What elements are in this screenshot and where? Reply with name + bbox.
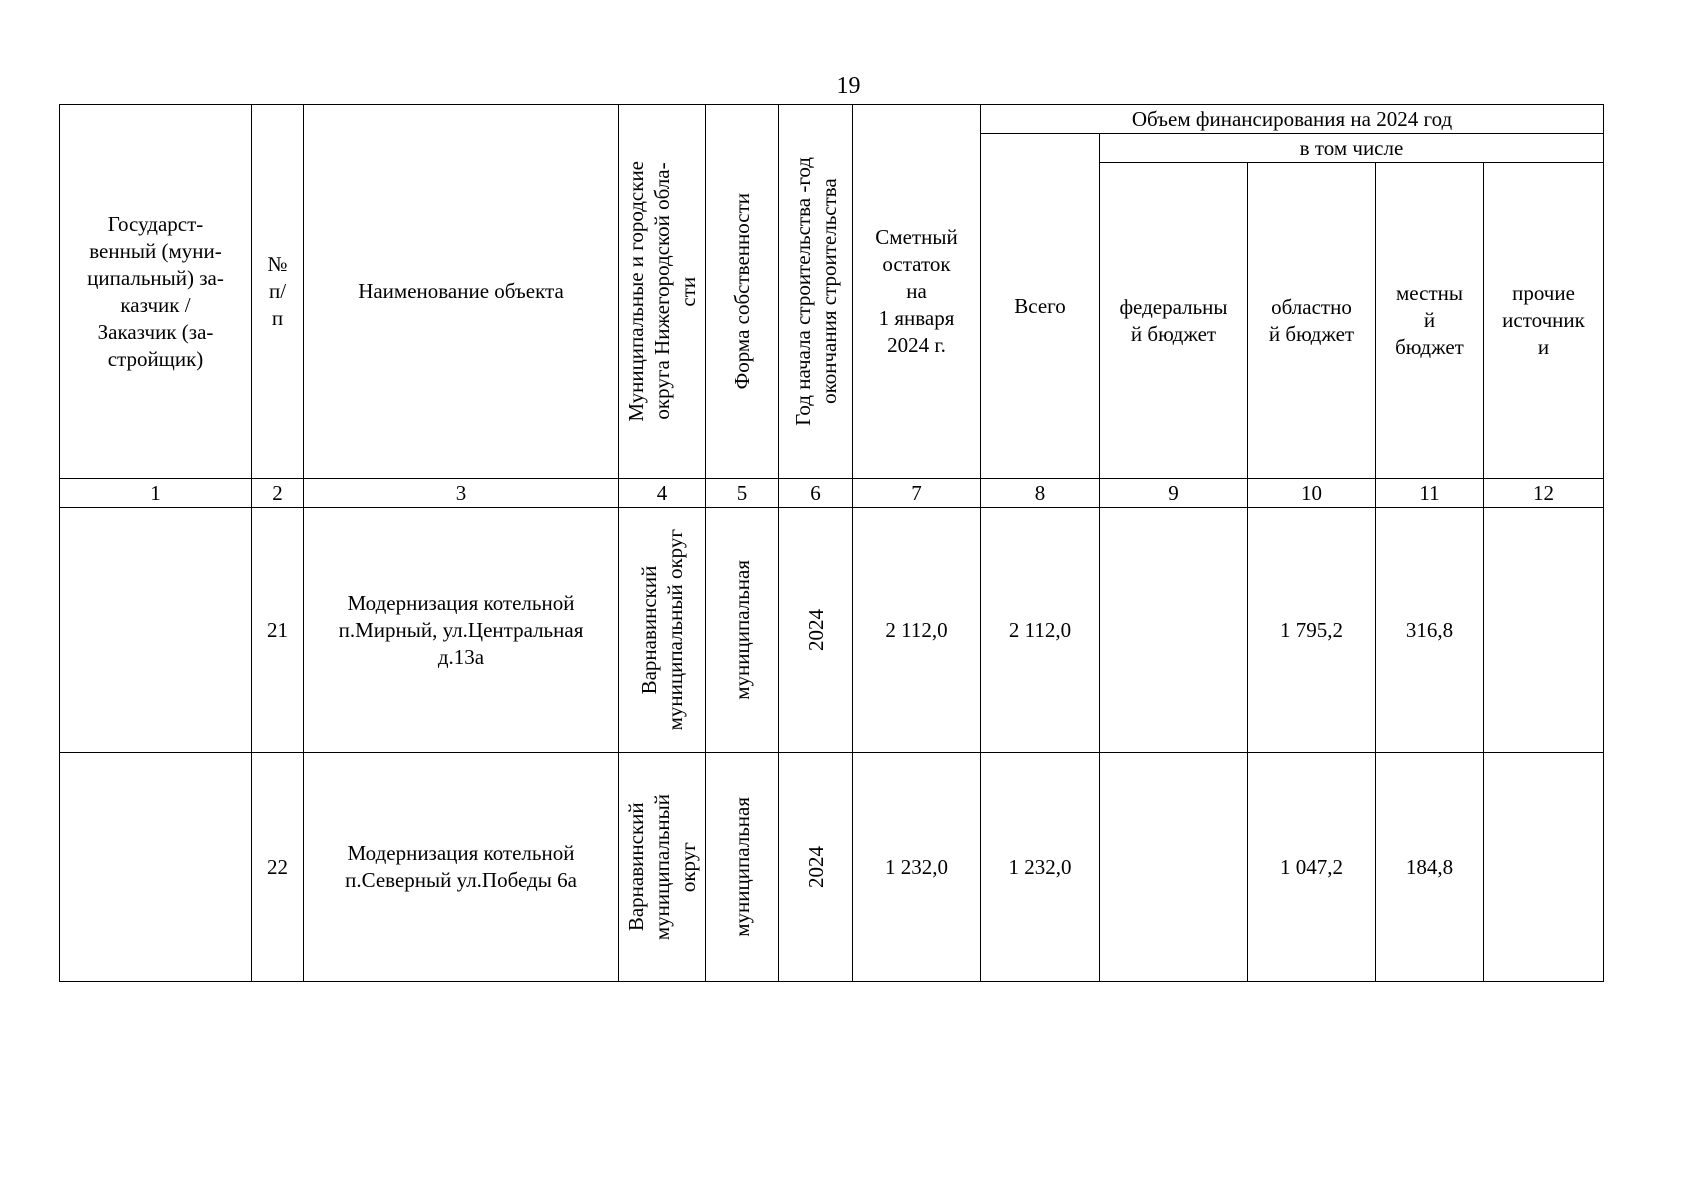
column-number: 2 [252,479,304,508]
header-years: Год начала строительства -год окончания строительства [790,157,841,426]
column-number: 3 [304,479,619,508]
cell-customer [60,508,252,753]
header-municipality: Муниципальные и городские округа Нижегородской обла- сти [624,161,700,422]
column-number-row [60,479,1604,508]
header-including: в том числе [1100,134,1604,163]
header-ownership: Форма собственности [730,193,754,390]
header-years-cell [779,105,853,479]
cell-municipality-cell [619,508,706,753]
cell-years: 2024 [803,846,828,888]
header-customer: Государст- венный (муни- ципальный) за- казчик / Заказчик (за- стройщик) [60,105,252,479]
cell-local: 184,8 [1376,753,1484,982]
column-number: 11 [1376,479,1484,508]
header-ownership-cell [706,105,779,479]
cell-object-name: Модернизация котельной п.Мирный, ул.Центральная д.13а [304,508,619,753]
table-row [60,508,1604,753]
financing-table [59,104,1604,982]
column-number: 4 [619,479,706,508]
cell-ownership: муниципальная [730,797,754,937]
cell-municipality: Варнавинский муниципальный округ [637,529,687,731]
header-other: прочие источник и [1484,163,1604,479]
cell-estimate: 1 232,0 [853,753,981,982]
page-number: 19 [836,73,861,99]
table-row [60,753,1604,982]
cell-regional: 1 047,2 [1248,753,1376,982]
header-object-name: Наименование объекта [304,105,619,479]
cell-other [1484,508,1604,753]
cell-object-name: Модернизация котельной п.Северный ул.Победы 6а [304,753,619,982]
header-total: Всего [981,134,1100,479]
cell-municipality-cell [619,753,706,982]
cell-estimate: 2 112,0 [853,508,981,753]
cell-total: 2 112,0 [981,508,1100,753]
cell-other [1484,753,1604,982]
column-number: 5 [706,479,779,508]
cell-ownership-cell [706,753,779,982]
cell-ownership: муниципальная [730,560,754,700]
cell-total: 1 232,0 [981,753,1100,982]
header-municipality-cell [619,105,706,479]
column-number: 10 [1248,479,1376,508]
column-number: 1 [60,479,252,508]
cell-municipality: Варнавинский муниципальный округ [624,793,700,941]
column-number: 8 [981,479,1100,508]
header-regional: областно й бюджет [1248,163,1376,479]
cell-number: 22 [252,753,304,982]
cell-years-cell [779,508,853,753]
header-row-1 [60,105,1604,134]
header-estimate: Сметный остаток на 1 января 2024 г. [853,105,981,479]
column-number: 12 [1484,479,1604,508]
column-number: 6 [779,479,853,508]
column-number: 7 [853,479,981,508]
cell-federal [1100,753,1248,982]
cell-number: 21 [252,508,304,753]
cell-years: 2024 [803,609,828,651]
cell-customer [60,753,252,982]
header-funding-title: Объем финансирования на 2024 год [981,105,1604,134]
column-number: 9 [1100,479,1248,508]
header-number: № п/ п [252,105,304,479]
header-federal: федеральны й бюджет [1100,163,1248,479]
cell-ownership-cell [706,508,779,753]
cell-years-cell [779,753,853,982]
cell-federal [1100,508,1248,753]
cell-regional: 1 795,2 [1248,508,1376,753]
cell-local: 316,8 [1376,508,1484,753]
header-local: местны й бюджет [1376,163,1484,479]
